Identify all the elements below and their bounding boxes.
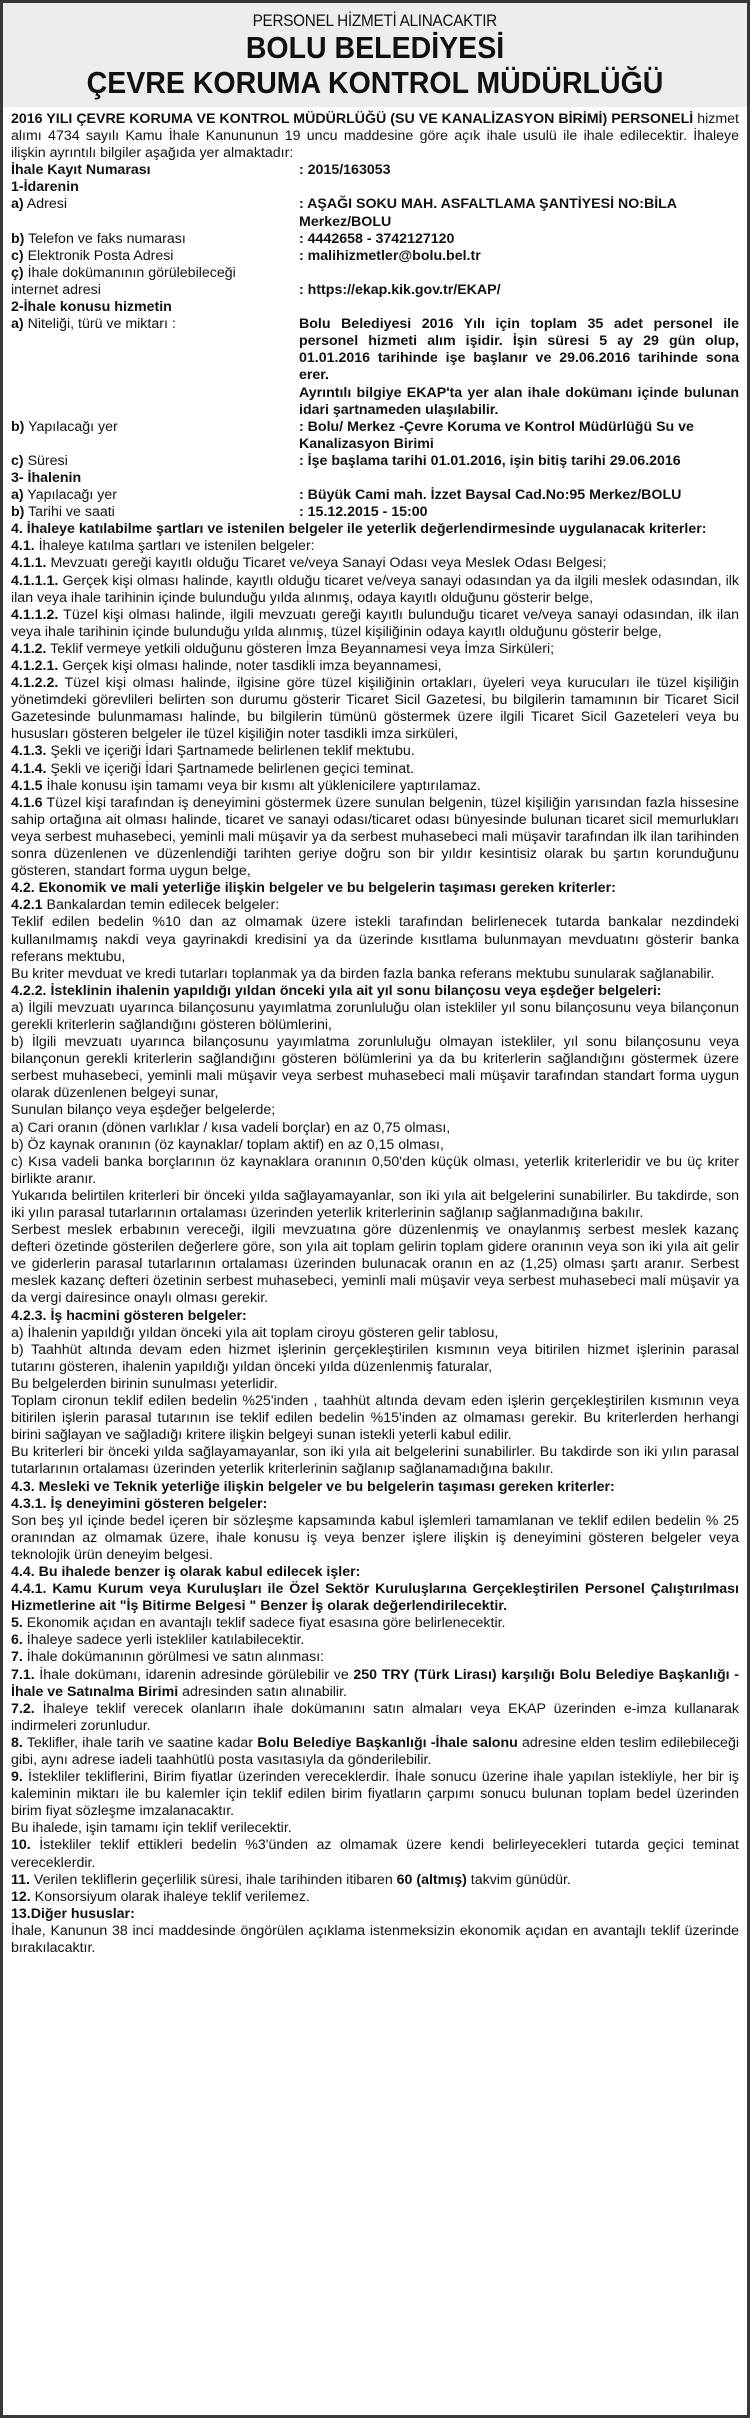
ratio-current: a) Cari oranın (dönen varlıklar / kısa vadeli borçlar) en az 0,75 olması, [11, 1119, 451, 1136]
clause-number: 9. [11, 1769, 23, 1786]
admin-web-label: İhale dokümanının görülebileceği [23, 264, 236, 281]
clause-6 [11, 1632, 739, 1649]
clause-9 [11, 1769, 739, 1820]
clause-text: Teklif vermeye yetkili olduğunu gösteren İmza Beyannamesi veya İmza Sirküleri; [46, 640, 555, 657]
clause-number: 4.1.1.1. [11, 572, 59, 589]
clause-number: 4.1.4. [11, 760, 47, 777]
turnover-thresholds: Toplam cironun teklif edilen bedelin %25'inden , taahhüt altında devam eden işlerin gerçekleştirilen kısmının veya bitirilen işlerin parasal tutarının ise teklif edilen bedelin %15'inden az olmaması gerekir. Bu kriterlerden herhangi birini sağlayan ve sağladığı kritere ilişkin belgeyi sunan istekli yeterli kabul edilir. [11, 1393, 739, 1444]
clause-text: Şekli ve içeriği İdari Şartnamede belirlenen geçici teminat. [46, 760, 414, 777]
service-place-label: Yapılacağı yer [24, 418, 118, 435]
clause-number: 4.2.1 [11, 897, 43, 914]
registry-value: : 2015/163053 [299, 162, 391, 179]
clause-4-1 [11, 538, 739, 555]
admin-address-value: : AŞAĞI SOKU MAH. ASFALTLAMA ŞANTİYESİ NO:BİLA Merkez/BOLU [299, 196, 677, 230]
service-nature-label: Niteliği, türü ve miktarı : [23, 316, 176, 333]
clause-text: adresine elden teslim edilebileceği gibi, aynı adrese iadeli taahhütlü posta vasıtasıyla da gönderilebilir. [11, 1734, 739, 1768]
section-4-3-heading: 4.3. Mesleki ve Teknik yeterliğe ilişkin belgeler ve bu belgelerin taşıması gereken kriterler: [11, 1478, 615, 1495]
clause-number: 4.1.2. [11, 640, 47, 657]
key: b) [11, 418, 25, 435]
clause-7-1 [11, 1667, 739, 1701]
clause-number: 4.1.2.1. [11, 658, 59, 674]
admin-web-row [11, 265, 739, 299]
clause-4-2-1 [11, 897, 739, 914]
clause-number: 12. [11, 1888, 31, 1905]
turnover-sufficient: Bu belgelerden birinin sunulması yeterlidir. [11, 1375, 278, 1392]
intro-paragraph [11, 111, 739, 162]
clause-11 [11, 1872, 739, 1889]
intro-text: hizmet alımı 4734 sayılı Kamu İhale Kanununun 19 uncu maddesine göre açık ihale usulü ile ihale edilecektir. İhaleye ilişkin ayrıntılı bilgiler aşağıda yer almaktadır: [11, 111, 740, 162]
clause-number: 8. [11, 1734, 23, 1751]
header-title-directorate: ÇEVRE KORUMA KONTROL MÜDÜRLÜĞÜ [86, 65, 664, 100]
clause-number: 4.1.5 [11, 777, 43, 794]
clause-number: 4.1.6 [11, 794, 43, 811]
clause-text: İstekliler tekliflerini, Birim fiyatlar üzerinden vereceklerdir. İhale sonucu üzerine ihale yapılan istekliyle, her bir iş kaleminin miktarı ile bu kalemler için teklif edilen birim fiyatların çarpımı sonucu bulunan toplam bedel üzerinden birim fiyat sözleşme imzalanacaktır. [11, 1769, 739, 1820]
clause-text: Tüzel kişi tarafından iş deneyimini göstermek üzere sunulan belgenin, tüzel kişiliğin yarısından fazla hissesine sahip ortağına ait olması halinde, ticaret ve sanayi odası/ticaret odası bünyesinde bulunan ticaret sicil memurlukları veya serbest muhasebeci, yeminli mali müşavir ya da serbest muhasebeci mali müşavir tarafından ilk ilan tarihinden sonra düzenlenen ve düzenlendiği tarihten geriye doğru son bir yıldır kesintisiz olarak bu şartın korunduğunu gösteren, standart forma uygun belge, [11, 794, 739, 880]
clause-text: Ekonomik açıdan en avantajlı teklif sadece fiyat esasına göre belirlenecektir. [22, 1615, 506, 1632]
registry-label: İhale Kayıt Numarası [11, 162, 151, 179]
clause-text: Mevzuatı gereği kayıtlı olduğu Ticaret ve/veya Sanayi Odası veya Meslek Odası Belgesi; [46, 555, 607, 572]
clause-4-1-3 [11, 743, 739, 760]
balance-a: a) İlgili mevzuatı uyarınca bilançosunu yayımlatma zorunluluğu olan istekliler yıl sonu bilançosunu veya bilançonun gerekli kriterlerin sağlandığını gösteren bölümlerini, [11, 999, 739, 1033]
clause-4-1-1 [11, 555, 739, 572]
admin-address-label: Adresi [23, 196, 67, 213]
section-4-4-heading: 4.4. Bu ihalede benzer iş olarak kabul edilecek işler: [11, 1563, 361, 1580]
key: a) [11, 196, 24, 213]
admin-email-value[interactable]: : malihizmetler@bolu.bel.tr [299, 247, 481, 264]
section-4-heading: 4. İhaleye katılabilme şartları ve istenilen belgeler ile yeterlik değerlendirmesinde uygulanacak kriterler: [11, 521, 707, 538]
clause-text: Teklifler, ihale tarih ve saatine kadar [22, 1734, 258, 1751]
key: b) [11, 230, 25, 247]
clause-13-text: İhale, Kanunun 38 inci maddesinde öngörülen açıklama istenmeksizin ekonomik açıdan en avantajlı teklif üzerinde bırakılacaktır. [11, 1922, 739, 1957]
clause-4-1-2 [11, 641, 739, 658]
admin-web-label-2: internet adresi [11, 281, 101, 298]
clause-number: 4.1.1. [11, 555, 47, 572]
clause-7 [11, 1649, 739, 1666]
tender-place-row [11, 487, 739, 504]
clause-text: Şekli ve içeriği İdari Şartnamede belirlenen teklif mektubu. [46, 743, 415, 760]
tender-place-label: Yapılacağı yer [23, 487, 117, 504]
bank-letter-paragraph: Teklif edilen bedelin %10 dan az olmamak üzere istekli tarafından belirlenecek tutarda bankalar nezdindeki kullanılmamış nakdi veya gayrinakdi kredisini ya da üzerinde kısıtlama bulunmayan mevduatını gösterir banka referans mektubu, [11, 914, 739, 965]
admin-phone-label: Telefon ve faks numarası [24, 230, 186, 247]
clause-number: 7. [11, 1649, 23, 1666]
bank-criteria-paragraph: Bu kriter mevduat ve kredi tutarları toplanmak ya da birden fazla banka referans mektubu sunularak sağlanabilir. [11, 965, 715, 982]
service-duration-row [11, 453, 739, 470]
service-place-value: : Bolu/ Merkez -Çevre Koruma ve Kontrol Müdürlüğü Su ve Kanalizasyon Birimi [299, 418, 694, 452]
key: ç) [11, 264, 24, 281]
clause-number: 7.2. [11, 1700, 35, 1717]
registry-row [11, 162, 739, 179]
service-duration-label: Süresi [23, 452, 68, 469]
clause-7-2 [11, 1701, 739, 1735]
clause-text: Konsorsiyum olarak ihaleye teklif verilemez. [30, 1888, 310, 1905]
freelance-ledger: Serbest meslek erbabının vereceği, ilgili mevzuatına göre düzenlenmiş ve onaylanmış serbest meslek kazanç defteri özetinde gösterilen değerlere göre, son yıla ait toplam gelirin toplam gidere oranının veya son iki yıla ait gelir ve giderlerin parasal tutarlarının ortalaması üzerinden bulunacak oranın en az (1,25) olması şartı aranır. Serbest meslek kazanç defteri özetinin serbest muhasebeci, yeminli mali müşavir veya serbest muhasebeci mali müşavir ya da vergi dairesince onaylı olması gerekir. [11, 1222, 739, 1307]
clause-text: Tüzel kişi olması halinde, ilgisine göre tüzel kişiliğinin ortakları, üyeleri veya kurucuları ile tüzel kişiliğin yönetimdeki görevlileri belirten son durumu gösterir Ticaret Sicil Gazetesi, bu bilgilerin tamamının bir Ticaret Sicil Gazetesinde bulunmaması halinde, bu bilgilerin tümünü göstermek üzere ilgili Ticaret Sicil Gazeteleri veya bu hususları gösteren belgeler ile tüzel kişiliğin noter tasdikli imza sirküleri, [11, 675, 739, 743]
experience-paragraph: Son beş yıl içinde bedel içeren bir sözleşme kapsamında kabul işlemleri tamamlanan ve teklif edilen bedelin % 25 oranından az olmamak üzere, ihale konusu iş veya benzer işlere ilişkin iş deneyimini gösteren belgeler veya teknolojik ürün deneyim belgesi. [11, 1512, 739, 1563]
section-4-2-3-heading: 4.2.3. İş hacmini gösteren belgeler: [11, 1307, 247, 1324]
tender-date-value: : 15.12.2015 - 15:00 [299, 504, 428, 521]
clause-10 [11, 1837, 739, 1871]
service-duration-value: : İşe başlama tarihi 01.01.2016, işin bitiş tarihi 29.06.2016 [299, 452, 681, 469]
turnover-b: b) Taahhüt altında devam eden hizmet işlerinin gerçekleştirilen kısmının veya bitirilen hizmet işlerinin parasal tutarını gösteren, ihalenin yapıldığı yıldan önceki yılda düzenlenmiş faturalar, [11, 1341, 739, 1375]
key: b) [11, 504, 25, 521]
clause-text: İhale dokümanı, idarenin adresinde görülebilir ve [34, 1666, 354, 1683]
balance-two-years: Yukarıda belirtilen kriterleri bir önceki yılda sağlayamayanlar, son iki yıla ait belgelerini sunabilirler. Bu takdirde, son iki yılın parasal tutarlarının ortalaması üzerinden yeterlik kriterlerinin sağlanıp sağlanmadığına bakılır. [11, 1187, 739, 1221]
clause-4-1-1-1 [11, 573, 739, 607]
clause-number: 4.1. [11, 538, 35, 555]
clause-bold: 60 (altmış) [396, 1871, 467, 1888]
clause-text: İhaleye sadece yerli istekliler katılabilecektir. [22, 1632, 305, 1649]
clause-text: Gerçek kişi olması halinde, noter tasdikli imza beyannamesi, [58, 658, 442, 674]
key: a) [11, 487, 24, 504]
ratio-equity: b) Öz kaynak oranının (öz kaynaklar/ toplam aktif) en az 0,15 olması, [11, 1136, 444, 1153]
clause-4-1-6 [11, 795, 739, 880]
admin-address-row [11, 196, 739, 230]
clause-number: 4.1.3. [11, 743, 47, 760]
clause-4-1-2-1 [11, 658, 739, 675]
service-nature-value-2: Ayrıntılı bilgiye EKAP'ta yer alan ihale dokümanı içinde bulunan idari şartnameden ulaşılabilir. [299, 384, 739, 418]
clause-text: Tüzel kişi olması halinde, ilgili mevzuatı gereği kayıtlı bulunduğu ticaret ve/veya sanayi odasından, ilk ilan veya ihale tarihinin içinde bulunduğu yılda alınmış, tüzel kişiliğinin odaya kayıtlı olduğunu gösterir belge, [11, 606, 739, 640]
clause-bold: 250 TRY (Türk Lirası) karşılığı Bolu Belediye Başkanlığı - İhale ve Satınalma Birimi [11, 1666, 739, 1700]
clause-text: takvim günüdür. [466, 1871, 571, 1888]
clause-8 [11, 1735, 739, 1769]
balance-b: b) İlgili mevzuatı uyarınca bilançosunu yayımlatma zorunluluğu olmayan istekliler, yıl sonu bilançosunu veya bilançonun gerekli kriterlerin sağlandığını gösteren bölümlerini ya da bu kriterlerin sağlandığını göstermek üzere serbest muhasebeci, yeminli mali müşavir veya serbest muhasebeci mali müşavir tarafından standart forma uygun olarak düzenlenen belgeyi sunar, [11, 1034, 739, 1102]
section-4-2-2-heading: 4.2.2. İsteklinin ihalenin yapıldığı yıldan önceki yıla ait yıl sonu bilançosu veya eşdeğer belgeleri: [11, 982, 662, 999]
similar-work-4-4-1: 4.4.1. Kamu Kurum veya Kuruluşları ile Özel Sektör Kuruluşlarına Gerçekleştirilen Personel Çalıştırılması Hizmetlerine ait "İş Bitirme Belgesi " Benzer İş olarak değerlendirilecektir. [11, 1581, 739, 1615]
section-3-heading: 3- İhalenin [11, 469, 82, 486]
tender-date-row [11, 504, 739, 521]
clause-number: 10. [11, 1837, 31, 1854]
ratio-short-debt: c) Kısa vadeli banka borçlarının öz kaynaklara oranının 0,50'den küçük olması, yeterlik kriterleridir ve bu üç kriter birlikte aranır. [11, 1153, 739, 1187]
clause-text: adresinden satın alınabilir. [178, 1683, 347, 1700]
section-4-3-1-heading: 4.3.1. İş deneyimini gösteren belgeler: [11, 1495, 268, 1512]
clause-number: 4.1.2.2. [11, 675, 59, 692]
service-nature-row [11, 316, 739, 419]
service-nature-value: Bolu Belediyesi 2016 Yılı için toplam 35 adet personel ile personel hizmeti alım işidir. İşin süresi 5 ay 29 gün olup, 01.01.2016 tarihinde işe başlanır ve 29.06.2016 tarihinde sona erer. [299, 316, 739, 384]
admin-email-row [11, 248, 739, 265]
section-2-heading: 2-İhale konusu hizmetin [11, 299, 172, 316]
clause-4-1-1-2 [11, 607, 739, 641]
clause-number: 5. [11, 1615, 23, 1632]
admin-web-value[interactable]: : https://ekap.kik.gov.tr/EKAP/ [299, 281, 501, 298]
notice-body [3, 107, 747, 1957]
intro-bold: 2016 YILI ÇEVRE KORUMA VE KONTROL MÜDÜRLÜĞÜ (SU VE KANALİZASYON BİRİMİ) PERSONELİ [11, 111, 694, 127]
clause-13-heading: 13.Diğer hususlar: [11, 1905, 135, 1922]
key: c) [11, 247, 24, 264]
admin-email-label: Elektronik Posta Adresi [23, 247, 174, 264]
clause-5 [11, 1615, 739, 1632]
tender-date-label: Tarihi ve saati [24, 504, 115, 521]
notice-header [3, 3, 747, 107]
clause-4-1-4 [11, 761, 739, 778]
clause-number: 4.1.1.2. [11, 606, 59, 623]
admin-phone-value: : 4442658 - 3742127120 [299, 230, 455, 247]
header-kicker: PERSONEL HİZMETİ ALINACAKTIR [252, 11, 498, 30]
clause-text: Verilen tekliflerin geçerlilik süresi, ihale tarihinden itibaren [29, 1871, 397, 1888]
clause-text: İhaleye teklif verecek olanların ihale dokümanını satın almaları veya EKAP üzerinden e-imza kullanarak indirmeleri zorunludur. [11, 1700, 739, 1734]
clause-text: İhale dokümanının görülmesi ve satın alınması: [22, 1649, 325, 1666]
clause-text: İhaleye katılma şartları ve istenilen belgeler: [34, 538, 315, 555]
clause-9-extra: Bu ihalede, işin tamamı için teklif verilecektir. [11, 1820, 292, 1837]
clause-number: 7.1. [11, 1666, 35, 1683]
clause-number: 11. [11, 1871, 30, 1888]
turnover-two-years: Bu kriterleri bir önceki yılda sağlayamayanlar, son iki yıla ait belgelerini sunabilirler. Bu takdirde son iki yılın parasal tutarlarının ortalaması üzerinden yeterlik kriterlerinin sağlanıp sağlanamadığına bakılır. [11, 1444, 739, 1478]
clause-text: İhale konusu işin tamamı veya bir kısmı alt yüklenicilere yaptırılamaz. [42, 777, 481, 794]
clause-4-1-2-2 [11, 675, 739, 743]
clause-text: Gerçek kişi olması halinde, kayıtlı olduğu ticaret ve/veya sanayi odasından ya da ilgili meslek odasından, ilk ilan veya ihale tarihinin içinde bulunduğu yılda alınmış, odaya kayıtlı olduğunu gösterir belge, [11, 572, 739, 606]
service-place-row [11, 419, 739, 453]
clause-number: 6. [11, 1632, 23, 1649]
admin-phone-row [11, 231, 739, 248]
header-title-municipality: BOLU BELEDİYESİ [245, 30, 505, 65]
clause-text: İstekliler teklif ettikleri bedelin %3'ünden az olmamak üzere kendi belirleyecekleri tutarda geçici teminat vereceklerdir. [11, 1837, 739, 1871]
tender-place-value: : Büyük Cami mah. İzzet Baysal Cad.No:95 Merkez/BOLU [299, 487, 682, 504]
clause-bold: Bolu Belediye Başkanlığı -İhale salonu [257, 1734, 518, 1751]
section-1-heading: 1-İdarenin [11, 179, 79, 196]
key: a) [11, 316, 24, 333]
clause-text: Bankalardan temin edilecek belgeler: [42, 897, 280, 914]
turnover-a: a) İhalenin yapıldığı yıldan önceki yıla ait toplam ciroyu gösteren gelir tablosu, [11, 1324, 499, 1341]
balance-intro: Sunulan bilanço veya eşdeğer belgelerde; [11, 1102, 276, 1119]
section-4-2-heading: 4.2. Ekonomik ve mali yeterliğe ilişkin belgeler ve bu belgelerin taşıması gereken kriterler: [11, 880, 616, 897]
clause-12 [11, 1889, 739, 1906]
key: c) [11, 452, 24, 469]
clause-4-1-5 [11, 778, 739, 795]
